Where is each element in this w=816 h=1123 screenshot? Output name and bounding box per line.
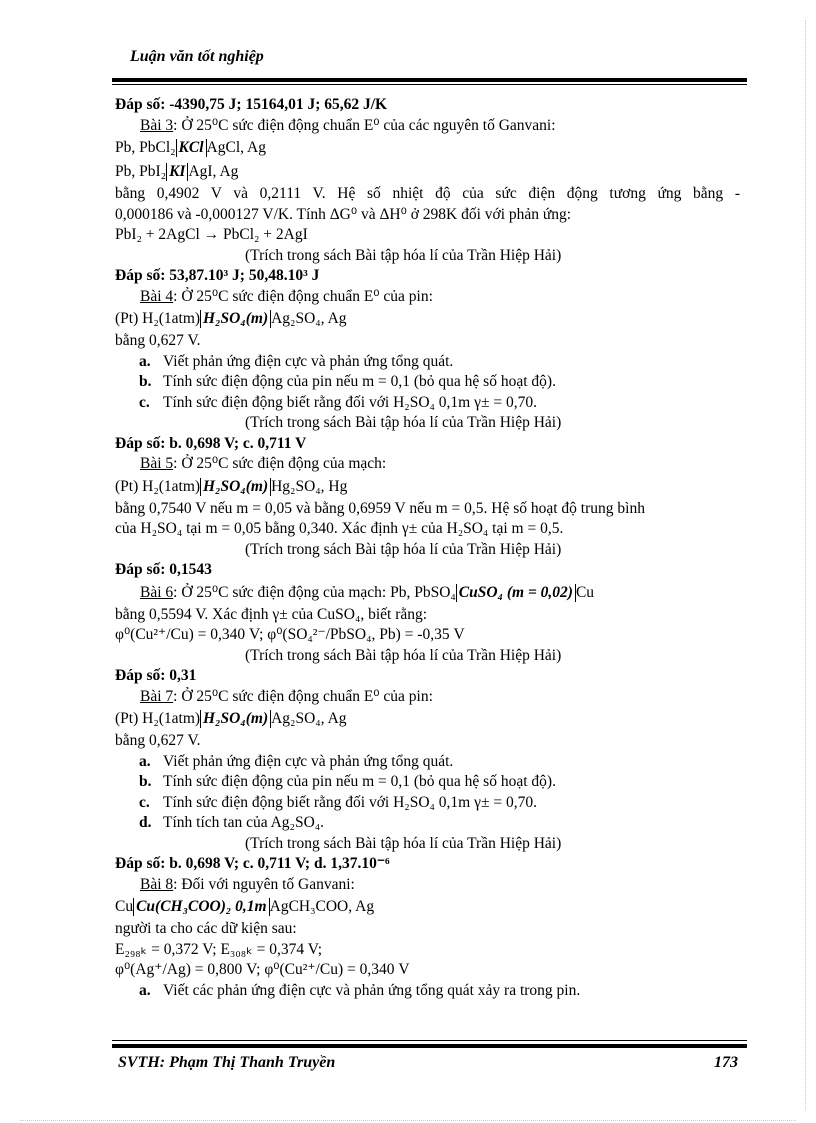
paragraph-line: bằng 0,4902 V và 0,2111 V. Hệ số nhiệt độ của sức điện động tương ứng bằng - (115, 185, 740, 202)
citation: (Trích trong sách Bài tập hóa lí của Trần Hiệp Hải) (245, 646, 562, 664)
list-text: Viết các phản ứng điện cực và phản ứng tổng quát xảy ra trong pin. (163, 981, 581, 999)
exercise-text: : Ở 25⁰C sức điện động chuẩn E⁰ của các nguyên tố Ganvani: (173, 116, 556, 134)
citation: (Trích trong sách Bài tập hóa lí của Trần Hiệp Hải) (245, 540, 562, 558)
paragraph-line: bằng 0,627 V. (115, 732, 201, 749)
paragraph-line: người ta cho các dữ kiện sau: (115, 920, 297, 937)
exercise-heading (115, 875, 740, 896)
cell-right: AgCH₃COO, Ag (269, 898, 375, 915)
list-marker: a. (139, 981, 151, 999)
cell-left: Pb, PbCl₂ (115, 139, 176, 156)
cell-electrolyte: H₂SO₄(m) (200, 710, 271, 728)
exercise-heading (115, 116, 740, 137)
cell-notation (115, 307, 740, 331)
list-marker: a. (139, 752, 151, 770)
page-number: 173 (714, 1054, 738, 1071)
list-text: Tính sức điện động biết rằng đối với H₂SO₄ 0,1m γ± = 0,70. (163, 393, 537, 411)
page-border-bottom (20, 1120, 796, 1121)
list-item (115, 393, 740, 414)
exercise-label: Bài 4 (140, 287, 174, 305)
list-item (115, 352, 740, 373)
cell-left: Cu (115, 898, 134, 915)
footer-rule-thin (112, 1040, 747, 1041)
footer-author: SVTH: Phạm Thị Thanh Truyền (118, 1054, 336, 1071)
list-marker: c. (139, 393, 150, 411)
footer (118, 1054, 738, 1072)
list-text: Viết phản ứng điện cực và phản ứng tổng quát. (163, 752, 454, 770)
cell-electrolyte: Cu(CH₃COO)₂ 0,1m (133, 898, 270, 916)
answer-line: Đáp số: b. 0,698 V; c. 0,711 V; d. 1,37.10⁻⁶ (115, 855, 390, 872)
cell-right: Ag₂SO₄, Ag (271, 710, 347, 727)
answer-line: Đáp số: 0,31 (115, 667, 197, 684)
cell-notation (115, 895, 740, 919)
list-item (115, 813, 740, 834)
citation: (Trích trong sách Bài tập hóa lí của Trần Hiệp Hải) (245, 834, 562, 852)
paragraph-line: bằng 0,5594 V. Xác định γ± của CuSO₄, biết rằng: (115, 605, 428, 623)
exercise-label: Bài 6 (140, 583, 174, 601)
list-text: Tính sức điện động biết rằng đối với H₂SO₄ 0,1m γ± = 0,70. (163, 793, 537, 811)
header-rule-thin (112, 84, 747, 85)
reaction-line: PbI₂ + 2AgCl → PbCl₂ + 2AgI (115, 226, 308, 243)
paragraph-line: 0,000186 và -0,000127 V/K. Tính ΔG⁰ và ΔH⁰ ở 298K đối với phản ứng: (115, 205, 572, 223)
exercise-text: : Ở 25⁰C sức điện động của mạch: Pb, PbSO₄ (173, 583, 456, 601)
cell-notation (115, 475, 740, 499)
exercise-label: Bài 7 (140, 687, 174, 705)
cell-left: (Pt) H₂(1atm) (115, 310, 201, 327)
cell-electrolyte: H₂SO₄(m) (200, 478, 271, 496)
list-item (115, 793, 740, 814)
paragraph-line: E₂₉₈ₖ = 0,372 V; E₃₀₈ₖ = 0,374 V; (115, 940, 323, 958)
cell-right: AgI, Ag (188, 163, 239, 180)
paragraph-line: của H₂SO₄ tại m = 0,05 bằng 0,340. Xác định γ± của H₂SO₄ tại m = 0,5. (115, 520, 564, 537)
answer-line: Đáp số: 53,87.10³ J; 50,48.10³ J (115, 267, 320, 284)
cell-electrolyte: H₂SO₄(m) (200, 310, 271, 328)
list-marker: d. (139, 814, 152, 831)
cell-left: (Pt) H₂(1atm) (115, 710, 201, 727)
citation: (Trích trong sách Bài tập hóa lí của Trần Hiệp Hải) (245, 414, 562, 431)
list-text: Tính sức điện động của pin nếu m = 0,1 (bỏ qua hệ số hoạt độ). (163, 373, 556, 390)
cell-left: Pb, PbI₂ (115, 163, 167, 180)
cell-electrolyte: KI (166, 163, 188, 181)
exercise-label: Bài 5 (140, 455, 174, 472)
citation: (Trích trong sách Bài tập hóa lí của Trần Hiệp Hải) (245, 246, 562, 264)
paragraph-line: φ⁰(Ag⁺/Ag) = 0,800 V; φ⁰(Cu²⁺/Cu) = 0,340 V (115, 961, 410, 978)
cell-notation (115, 136, 740, 160)
exercise-text: : Ở 25⁰C sức điện động của mạch: (173, 455, 387, 472)
exercise-heading (115, 287, 740, 308)
paragraph-line: bằng 0,627 V. (115, 332, 201, 349)
list-text: Tính sức điện động của pin nếu m = 0,1 (bỏ qua hệ số hoạt độ). (163, 773, 556, 790)
exercise-text: : Đối với nguyên tố Ganvani: (173, 875, 355, 893)
cell-right: Cu (575, 583, 595, 601)
cell-electrolyte: CuSO₄ (m = 0,02) (456, 584, 576, 602)
list-marker: c. (139, 793, 150, 811)
paragraph-line: φ⁰(Cu²⁺/Cu) = 0,340 V; φ⁰(SO₄²⁻/PbSO₄, Pb) = -0,35 V (115, 626, 465, 643)
cell-left: (Pt) H₂(1atm) (115, 477, 201, 495)
exercise-label: Bài 3 (140, 116, 174, 134)
exercise-heading (115, 687, 740, 708)
list-marker: b. (139, 773, 152, 790)
page-content (115, 95, 740, 1001)
list-item (115, 772, 740, 793)
paragraph-line: bằng 0,7540 V nếu m = 0,05 và bằng 0,6959 V nếu m = 0,5. Hệ số hoạt độ trung bình (115, 499, 645, 517)
cell-electrolyte: KCl (176, 139, 207, 157)
cell-right: AgCl, Ag (206, 139, 266, 156)
footer-rule-thick (112, 1044, 747, 1048)
exercise-heading (115, 454, 740, 475)
header-title: Luận văn tốt nghiệp (130, 48, 264, 65)
list-item (115, 981, 740, 1002)
exercise-text: : Ở 25⁰C sức điện động chuẩn E⁰ của pin: (173, 287, 433, 305)
answer-line: Đáp số: 0,1543 (115, 561, 212, 578)
answer-line: Đáp số: b. 0,698 V; c. 0,711 V (115, 434, 307, 452)
exercise-heading (115, 581, 740, 605)
exercise-text: : Ở 25⁰C sức điện động chuẩn E⁰ của pin: (173, 687, 433, 705)
list-text: Tính tích tan của Ag₂SO₄. (163, 814, 325, 831)
page-border-right (805, 20, 806, 1110)
header-rule-thick (112, 78, 747, 82)
exercise-label: Bài 8 (140, 875, 174, 893)
list-marker: a. (139, 352, 151, 370)
list-item (115, 752, 740, 773)
cell-right: Hg₂SO₄, Hg (271, 477, 348, 495)
list-text: Viết phản ứng điện cực và phản ứng tổng quát. (163, 352, 454, 370)
answer-line: Đáp số: -4390,75 J; 15164,01 J; 65,62 J/K (115, 96, 388, 113)
cell-notation (115, 160, 740, 184)
list-marker: b. (139, 373, 152, 390)
cell-right: Ag₂SO₄, Ag (271, 310, 347, 327)
cell-notation (115, 707, 740, 731)
list-item (115, 372, 740, 393)
